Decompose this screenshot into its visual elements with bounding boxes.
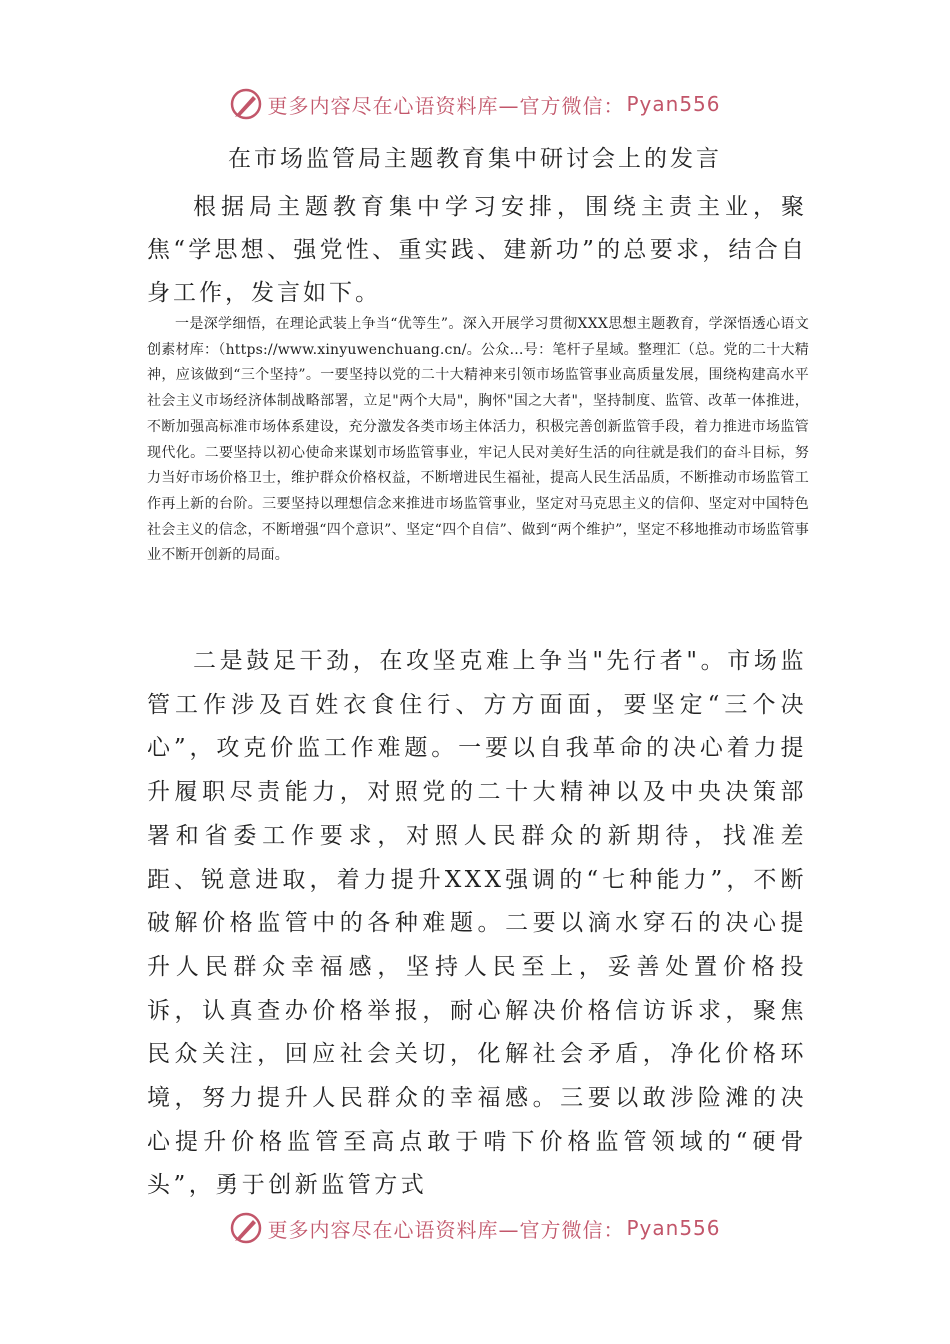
document-title: 在市场监管局主题教育集中研讨会上的发言 [228, 146, 722, 172]
pen-logo-icon [229, 1211, 263, 1245]
header-banner [0, 84, 950, 124]
footer-banner-text: 更多内容尽在心语资料库—官方微信： [267, 1217, 625, 1242]
header-banner-id: Pyan556 [626, 92, 721, 116]
footer-banner-id: Pyan556 [626, 1216, 721, 1240]
pen-logo-icon [229, 87, 263, 121]
header-banner-text: 更多内容尽在心语资料库—官方微信： [267, 93, 625, 118]
intro-paragraph: 根据局主题教育集中学习安排，围绕主责主业，聚焦“学思想、强党性、重实践、建新功”的总要求，结合自身工作，发言如下。 [147, 194, 807, 306]
footer-banner [0, 1208, 950, 1248]
section-one-paragraph: 一是深学细悟，在理论武装上争当“优等生”。深入开展学习贯彻XXX思想主题教育，学深悟透心语文创素材库：（https://www.xinyuwenchuang.cn/。公众…号：笔杆子星域。整理汇（总。党的二十大精神，应该做到“三个坚持”。一要坚持以党的二十大精神来引领市场监管事业高质量发展，围绕构建高水平社会主义市场经济体制战略部署，立足"两个大局"，胸怀"国之大者"，坚持制度、监管、改革一体推进，不断加强高标准市场体系建设，充分激发各类市场主体活力，积极完善创新监管手段，着力推进市场监管现代化。二要坚持以初心使命来谋划市场监管事业，牢记人民对美好生活的向往就是我们的奋斗目标，努力当好市场价格卫士，维护群众价格权益，不断增进民生福祉，提高人民生活品质，不断推动市场监管工作再上新的台阶。三要坚持以理想信念来推进市场监管事业，坚定对马克思主义的信仰、坚定对中国特色社会主义的信念，不断增强“四个意识”、坚定“四个自信”、做到“两个维护”，坚定不移地推动市场监管事业不断开创新的局面。 [147, 316, 809, 564]
section-two-paragraph: 二是鼓足干劲，在攻坚克难上争当"先行者"。市场监管工作涉及百姓衣食住行、方方面面，要坚定“三个决心”，攻克价监工作难题。一要以自我革命的决心着力提升履职尽责能力，对照党的二十大精神以及中央决策部署和省委工作要求，对照人民群众的新期待，找准差距、锐意进取，着力提升XXX强调的“七种能力”，不断破解价格监管中的各种难题。二要以滴水穿石的决心提升人民群众幸福感，坚持人民至上，妥善处置价格投诉，认真查办价格举报，耐心解决价格信访诉求，聚焦民众关注，回应社会关切，化解社会矛盾，净化价格环境，努力提升人民群众的幸福感。三要以敢涉险滩的决心提升价格监管至高点敢于啃下价格监管领域的“硬骨头”，勇于创新监管方式 [147, 648, 807, 1199]
